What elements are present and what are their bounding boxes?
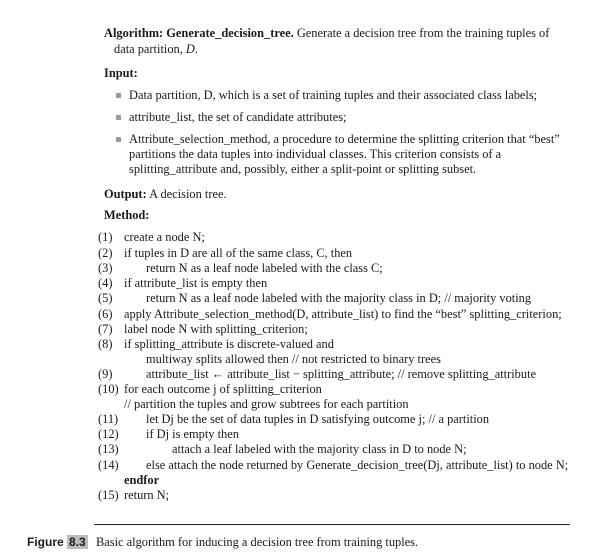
line-number: (11) <box>98 412 119 426</box>
algorithm-title: Algorithm: Generate_decision_tree. <box>104 26 294 40</box>
line-number: (6) <box>98 307 113 321</box>
line-number: (4) <box>98 276 113 290</box>
line-number: (12) <box>98 427 119 441</box>
line-number: (2) <box>98 246 113 260</box>
code-line: attach a leaf labeled with the majority class in D to node N; <box>172 442 467 456</box>
output-line <box>104 187 227 202</box>
figure-caption: Basic algorithm for inducing a decision tree from training tuples. <box>96 535 419 549</box>
code-line: return N; <box>124 488 170 502</box>
bullet-icon <box>116 115 121 120</box>
code-line: if Dj is empty then <box>146 427 239 441</box>
code-line: // partition the tuples and grow subtrees for each partition <box>124 397 409 411</box>
line-number: (1) <box>98 230 113 244</box>
output-text: A decision tree. <box>149 187 227 201</box>
input-item-attribute-list: attribute_list, the set of candidate attributes; <box>129 110 347 124</box>
code-line: for each outcome j of splitting_criterion <box>124 382 322 396</box>
bullet-icon <box>116 93 121 98</box>
method-heading: Method: <box>104 208 150 222</box>
code-line: attribute_list ← attribute_list − splitting_attribute; // remove splitting_attribute <box>146 367 537 381</box>
code-line: label node N with splitting_criterion; <box>124 322 308 336</box>
line-number: (14) <box>98 458 119 472</box>
input-item-selection-method-3: splitting_attribute and, possibly, either a split-point or splitting subset. <box>129 162 477 176</box>
caption-rule <box>94 524 570 525</box>
line-number: (9) <box>98 367 113 381</box>
code-line: let Dj be the set of data tuples in D satisfying outcome j; // a partition <box>146 412 490 426</box>
code-line: if attribute_list is empty then <box>124 276 268 290</box>
code-line: endfor <box>124 473 160 487</box>
line-number: (3) <box>98 261 113 275</box>
algorithm-description: Generate a decision tree from the training tuples of <box>296 26 550 40</box>
code-line: apply Attribute_selection_method(D, attribute_list) to find the “best” splitting_criterion; <box>124 307 562 321</box>
output-heading: Output: <box>104 187 147 201</box>
code-line: create a node N; <box>124 230 205 244</box>
bullet-icon <box>116 137 121 142</box>
line-number: (10) <box>98 382 119 396</box>
code-line: else attach the node returned by Generate_decision_tree(Dj, attribute_list) to node N; <box>146 458 569 472</box>
algorithm-header-line2: data partition, D. <box>114 42 198 56</box>
input-heading: Input: <box>104 66 138 80</box>
code-line: return N as a leaf node labeled with the class C; <box>146 261 383 275</box>
input-item-partition: Data partition, D, which is a set of training tuples and their associated class labels; <box>129 88 538 102</box>
line-number: (7) <box>98 322 113 336</box>
line-number: (8) <box>98 337 113 351</box>
line-number: (15) <box>98 488 119 502</box>
line-number: (13) <box>98 442 119 456</box>
code-line: return N as a leaf node labeled with the majority class in D; // majority voting <box>146 291 532 305</box>
algorithm-header-line1 <box>104 26 549 41</box>
line-number: (5) <box>98 291 113 305</box>
code-line: if tuples in D are all of the same class, C, then <box>124 246 353 260</box>
figure-number: 8.3 <box>69 535 86 549</box>
code-line: multiway splits allowed then // not restricted to binary trees <box>146 352 441 366</box>
code-line: if splitting_attribute is discrete-valued and <box>124 337 334 351</box>
figure-label: Figure 8.3 <box>27 535 86 549</box>
input-item-selection-method-1: Attribute_selection_method, a procedure to determine the splitting criterion that “best” <box>129 132 560 146</box>
input-item-selection-method-2: partitions the data tuples into individual classes. This criterion consists of a <box>129 147 502 161</box>
